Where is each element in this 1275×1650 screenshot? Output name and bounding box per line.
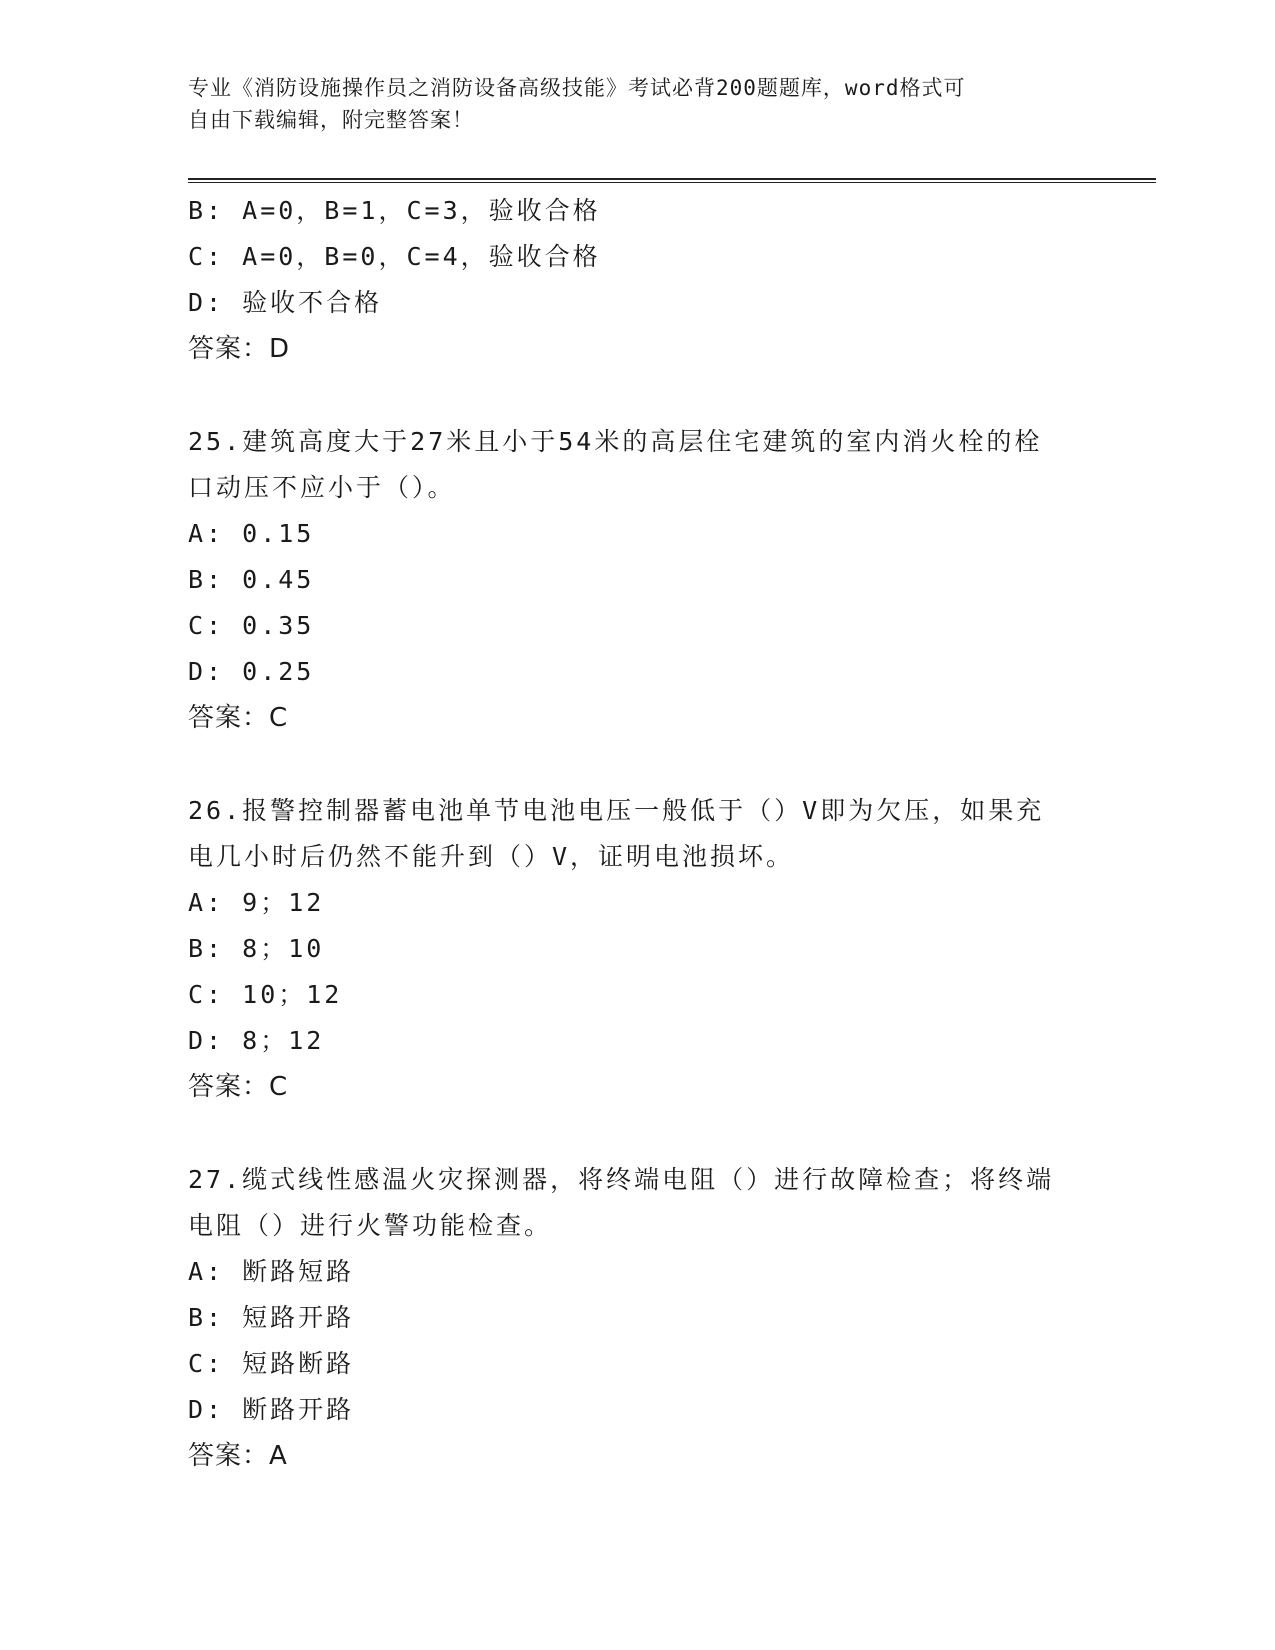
- option-c: C: 短路断路: [188, 1349, 355, 1378]
- answer-label: 答案：D: [188, 334, 291, 364]
- question-27: [188, 1157, 1088, 1479]
- question-26: [188, 788, 1088, 1110]
- option-a: A: 9；12: [188, 888, 325, 917]
- option-c: C: 10；12: [188, 980, 343, 1009]
- option-c: C: 0.35: [188, 611, 315, 640]
- option-d: D: 断路开路: [188, 1395, 355, 1424]
- header-line-1: 专业《消防设施操作员之消防设备高级技能》考试必背200题题库，word格式可: [188, 76, 966, 100]
- option-a: A: 0.15: [188, 519, 315, 548]
- option-d: D: 0.25: [188, 657, 315, 686]
- question-text-line: 口动压不应小于（）。: [188, 473, 456, 502]
- header-line-2: 自由下载编辑，附完整答案！: [188, 108, 474, 132]
- question-text-line: 26.报警控制器蓄电池单节电池电压一般低于（）V即为欠压，如果充: [188, 796, 1045, 825]
- spacer: [188, 1110, 1088, 1157]
- question-text-line: 25.建筑高度大于27米且小于54米的高层住宅建筑的室内消火栓的栓: [188, 427, 1043, 456]
- document-header: [188, 72, 1068, 136]
- answer-label: 答案：A: [188, 1441, 288, 1471]
- answer-label: 答案：C: [188, 703, 289, 733]
- question-25: [188, 419, 1088, 741]
- spacer: [188, 741, 1088, 788]
- option-c: C: A=0，B=0，C=4，验收合格: [188, 242, 601, 271]
- question-text-line: 电阻（）进行火警功能检查。: [188, 1211, 553, 1240]
- question-text-line: 电几小时后仍然不能升到（）V，证明电池损坏。: [188, 842, 795, 871]
- option-b: B: 短路开路: [188, 1303, 355, 1332]
- header-divider: [188, 178, 1156, 183]
- question-24-tail: [188, 188, 1088, 372]
- spacer: [188, 372, 1088, 419]
- option-b: B: A=0，B=1，C=3，验收合格: [188, 196, 601, 225]
- question-text-line: 27.缆式线性感温火灾探测器，将终端电阻（）进行故障检查；将终端: [188, 1165, 1055, 1194]
- option-a: A: 断路短路: [188, 1257, 355, 1286]
- option-b: B: 8；10: [188, 934, 325, 963]
- option-d: D: 8；12: [188, 1026, 325, 1055]
- answer-label: 答案：C: [188, 1072, 289, 1102]
- option-b: B: 0.45: [188, 565, 315, 594]
- question-list: [188, 188, 1088, 1479]
- option-d: D: 验收不合格: [188, 288, 383, 317]
